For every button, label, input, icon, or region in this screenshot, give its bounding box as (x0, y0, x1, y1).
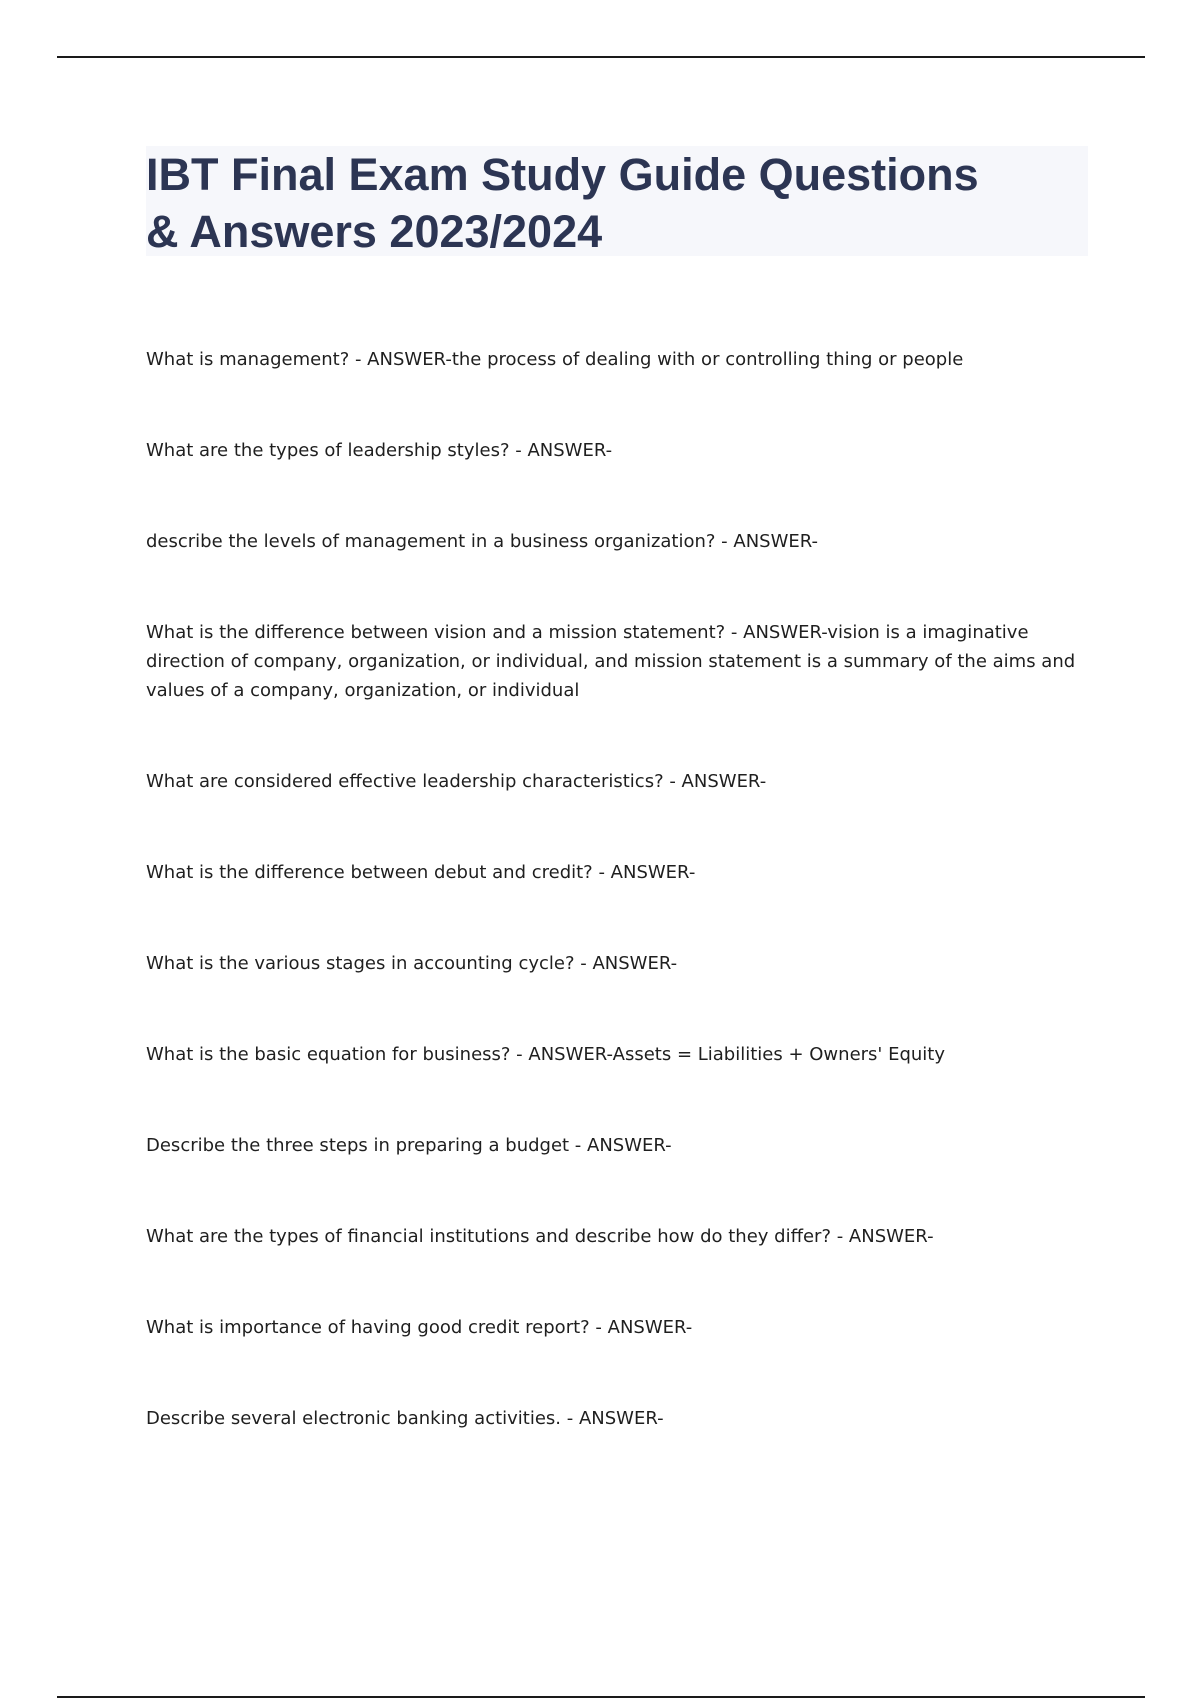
qa-item: describe the levels of management in a business organization? - ANSWER- (146, 531, 819, 552)
qa-item: What is the basic equation for business? - ANSWER-Assets = Liabilities + Owners' Equity (146, 1044, 946, 1065)
title-block (146, 146, 1088, 256)
qa-list (146, 345, 1086, 1433)
qa-item: What is the difference between vision and a mission statement? - ANSWER-vision is a imaginative direction of company, organization, or individual, and mission statement is a summary of the aims and values of a company, organization, or individual (146, 622, 1076, 701)
qa-item: What is the various stages in accounting cycle? - ANSWER- (146, 953, 678, 974)
qa-item: Describe several electronic banking activities. - ANSWER- (146, 1408, 664, 1429)
bottom-rule (57, 1696, 1145, 1698)
qa-item: What are the types of leadership styles? - ANSWER- (146, 440, 613, 461)
qa-item: Describe the three steps in preparing a budget - ANSWER- (146, 1135, 672, 1156)
qa-item: What are considered effective leadership characteristics? - ANSWER- (146, 771, 767, 792)
qa-item: What are the types of financial institutions and describe how do they differ? - ANSWER- (146, 1226, 934, 1247)
qa-item: What is importance of having good credit report? - ANSWER- (146, 1317, 693, 1338)
qa-item: What is management? - ANSWER-the process of dealing with or controlling thing or people (146, 349, 964, 370)
document-title: IBT Final Exam Study Guide Questions & Answers 2023/2024 (146, 149, 979, 257)
top-rule (57, 56, 1145, 58)
qa-item: What is the difference between debut and credit? - ANSWER- (146, 862, 696, 883)
